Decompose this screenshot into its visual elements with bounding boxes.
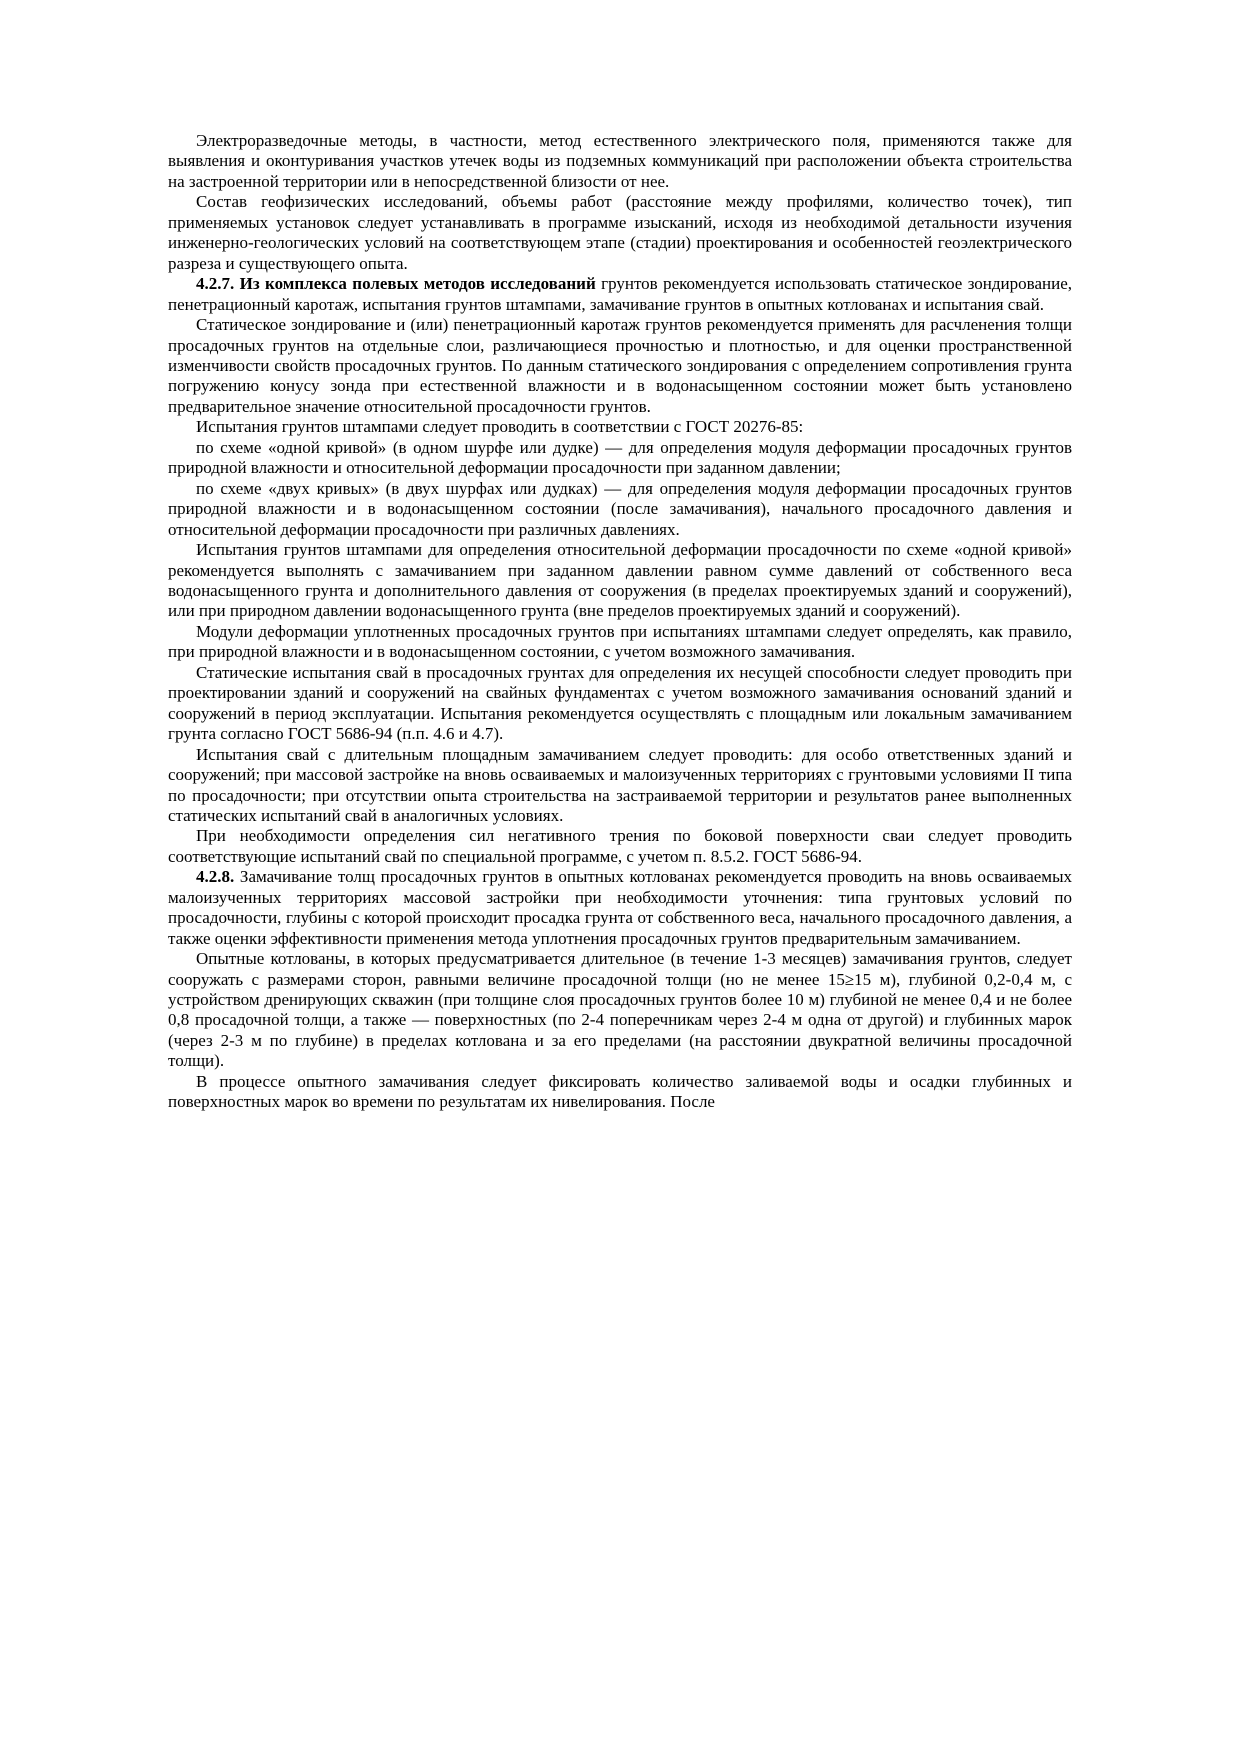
text-run: Замачивание толщ просадочных грунтов в опытных котлованах рекомендуется проводить на вновь осваиваемых малоизученных территориях массовой застройки при необходимости уточнения: типа грунтовых условий по просадочности, глубины с которой происходит просадка грунта от собственного веса, начального просадочного давления, а также оценки эффективности применения метода уплотнения просадочных грунтов предварительным замачиванием.: [168, 867, 1072, 948]
paragraph: [168, 663, 1072, 745]
text-run: Испытания грунтов штампами следует проводить в соответствии с ГОСТ 20276-85:: [196, 417, 804, 437]
text-run: Статические испытания свай в просадочных грунтах для определения их несущей способности следует проводить при проектировании зданий и сооружений на свайных фундаментах с учетом возможного замачивания оснований зданий и сооружений в период эксплуатации. Испытания рекомендуется осуществлять с площадным или локальным замачиванием грунта согласно ГОСТ 5686-94 (п.п. 4.6 и 4.7).: [168, 662, 1072, 744]
paragraph: [168, 540, 1072, 622]
bold-run: 4.2.8.: [196, 867, 235, 887]
text-run: Статическое зондирование и (или) пенетрационный каротаж грунтов рекомендуется применять для расчленения толщи просадочных грунтов на отдельные слои, различающиеся прочностью и плотностью, и для оценки пространственной изменчивости свойств просадочных грунтов. По данным статического зондирования с определением сопротивления грунта погружению конусу зонда при естественной влажности и в водонасыщенном состоянии может быть установлено предварительное значение относительной просадочности грунтов.: [168, 315, 1072, 416]
paragraph: [168, 131, 1072, 192]
paragraph: [168, 949, 1072, 1072]
bold-run: 4.2.7. Из комплекса полевых методов исследований: [196, 274, 596, 294]
text-run: Опытные котлованы, в которых предусматривается длительное (в течение 1-3 месяцев) замачивания грунтов, следует сооружать с размерами сторон, равными величине просадочной толщи (но не менее 15≥15 м), глубиной 0,2-0,4 м, с устройством дренирующих скважин (при толщине слоя просадочных грунтов более 10 м) глубиной не менее 0,4 и не более 0,8 просадочной толщи, а также — поверхностных (по 2-4 поперечникам через 2-4 м одна от другой) и глубинных марок (через 2-3 м по глубине) в пределах котлована и за его пределами (на расстоянии двукратной величины просадочной толщи).: [168, 949, 1072, 1071]
text-run: Испытания свай с длительным площадным замачиванием следует проводить: для особо ответственных зданий и сооружений; при массовой застройке на вновь осваиваемых и малоизученных территориях с грунтовыми условиями II типа по просадочности; при отсутствии опыта строительства на застраиваемой территории и результатов ранее выполненных статических испытаний свай в аналогичных условиях.: [168, 744, 1072, 825]
document-body: [168, 131, 1072, 1113]
text-run: В процессе опытного замачивания следует фиксировать количество заливаемой воды и осадки глубинных и поверхностных марок во времени по результатам их нивелирования. После: [168, 1071, 1072, 1112]
paragraph: [168, 745, 1072, 827]
paragraph: [168, 192, 1072, 274]
text-run: по схеме «двух кривых» (в двух шурфах или дудках) — для определения модуля деформации просадочных грунтов природной влажности и в водонасыщенном состоянии (после замачивания), начального просадочного давления и относительной деформации просадочности при различных давлениях.: [168, 478, 1072, 539]
paragraph: [168, 867, 1072, 949]
paragraph: [168, 438, 1072, 479]
text-run: Модули деформации уплотненных просадочных грунтов при испытаниях штампами следует определять, как правило, при природной влажности и в водонасыщенном состоянии, с учетом возможного замачивания.: [168, 621, 1072, 662]
text-run: по схеме «одной кривой» (в одном шурфе или дудке) — для определения модуля деформации просадочных грунтов природной влажности и относительной деформации просадочности при заданном давлении;: [168, 437, 1072, 478]
text-run: Состав геофизических исследований, объемы работ (расстояние между профилями, количество точек), тип применяемых установок следует устанавливать в программе изысканий, исходя из необходимой детальности изучения инженерно-геологических условий на соответствующем этапе (стадии) проектирования и особенностей геоэлектрического разреза и существующего опыта.: [168, 192, 1072, 273]
text-run: Испытания грунтов штампами для определения относительной деформации просадочности по схеме «одной кривой» рекомендуется выполнять с замачиванием при заданном давлении равном сумме давлений от собственного веса водонасыщенного грунта и дополнительного давления от сооружения (в пределах проектируемых зданий и сооружений), или при природном давлении водонасыщенного грунта (вне пределов проектируемых зданий и сооружений).: [168, 540, 1072, 621]
paragraph: [168, 622, 1072, 663]
text-run: Электроразведочные методы, в частности, метод естественного электрического поля, применяются также для выявления и оконтуривания участков утечек воды из подземных коммуникаций при расположении объекта строительства на застроенной территории или в непосредственной близости от нее.: [168, 131, 1072, 191]
paragraph: [168, 315, 1072, 417]
paragraph: [168, 274, 1072, 315]
text-run: При необходимости определения сил негативного трения по боковой поверхности сваи следует проводить соответствующие испытаний свай по специальной программе, с учетом п. 8.5.2. ГОСТ 5686-94.: [168, 826, 1072, 866]
paragraph: [168, 479, 1072, 540]
paragraph: [168, 1072, 1072, 1113]
text-run: грунтов рекомендуется использовать статическое зондирование, пенетрационный каротаж, испытания грунтов штампами, замачивание грунтов в опытных котлованах и испытания свай.: [168, 274, 1072, 314]
paragraph: [168, 826, 1072, 867]
paragraph: [168, 417, 1072, 437]
